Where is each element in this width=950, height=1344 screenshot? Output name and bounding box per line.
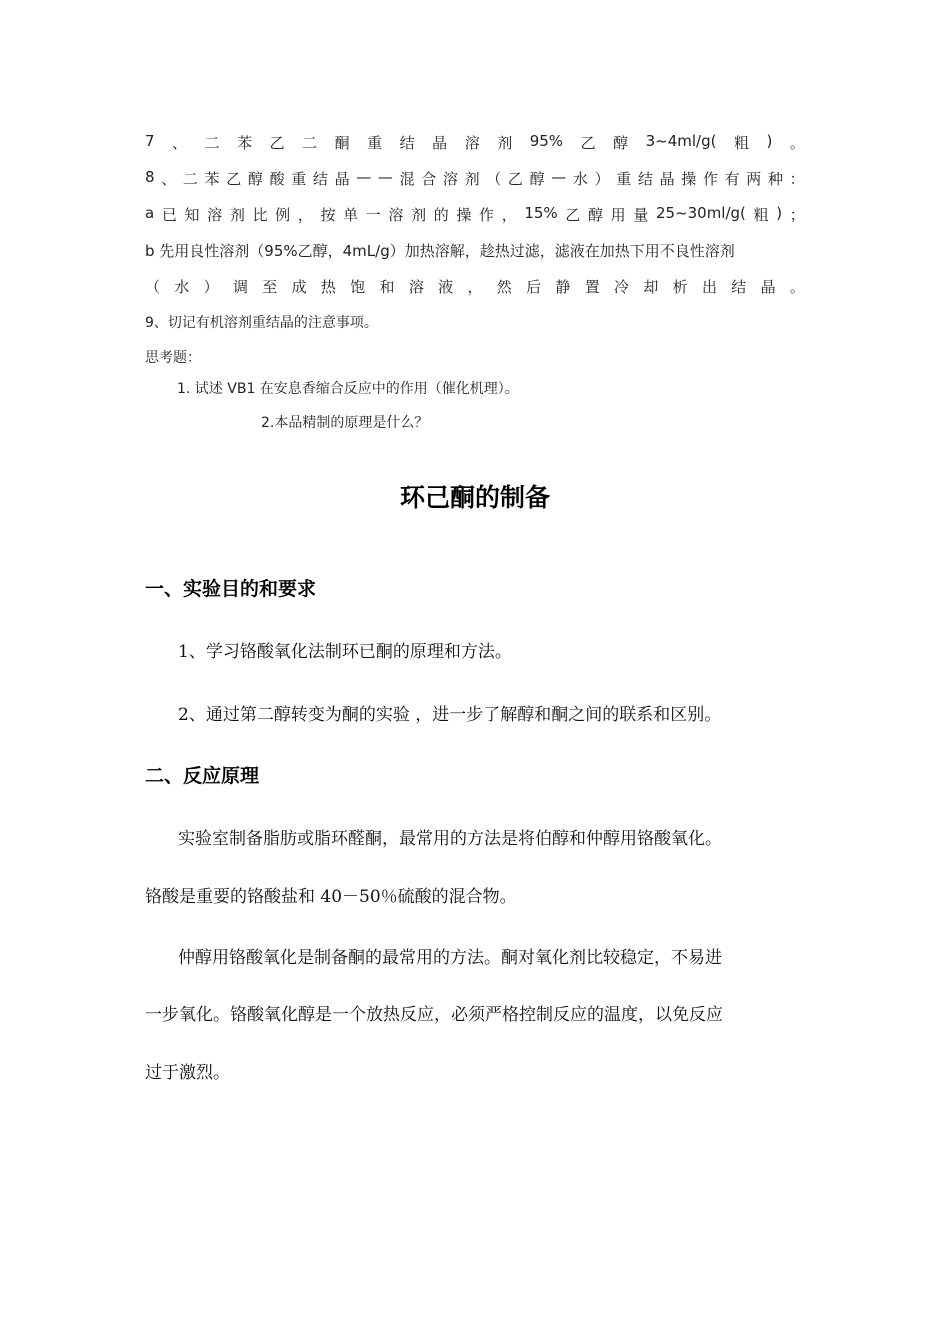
text-token: 晶 xyxy=(760,278,776,296)
text-token: ： xyxy=(789,170,805,188)
text-token: 结 xyxy=(399,134,415,152)
text-token: 冷 xyxy=(614,278,630,296)
section-heading-objectives: 一、实验目的和要求 xyxy=(145,578,317,600)
text-token: 却 xyxy=(643,278,659,296)
text-token: 。 xyxy=(789,134,805,152)
page-title: 环己酮的制备 xyxy=(399,483,550,512)
objective-item-1: 1、学习铬酸氧化法制环已酮的原理和方法。 xyxy=(178,642,512,662)
text-token: 重 xyxy=(367,134,383,152)
text-token: — xyxy=(356,168,372,186)
text-token: 7 xyxy=(145,132,155,150)
principle-p1-line2: 铬酸是重要的铬酸盐和 40－50％硫酸的混合物。 xyxy=(145,887,517,907)
text-token: 操 xyxy=(681,170,697,188)
text-token: 已 xyxy=(161,206,177,224)
text-token: 8 xyxy=(145,168,155,186)
text-token: 二 xyxy=(182,170,198,188)
text-token: 水 xyxy=(572,170,588,188)
text-token: ) xyxy=(776,204,783,222)
note-item-a xyxy=(145,204,805,225)
text-token: ； xyxy=(789,206,805,224)
text-token: 析 xyxy=(672,278,688,296)
text-token: 有 xyxy=(724,170,740,188)
note-item-b: b 先用良性溶剂（95%乙醇，4mL/g）加热溶解，趁热过滤，滤液在加热下用不良性溶剂 xyxy=(145,242,735,260)
text-token: 晶 xyxy=(432,134,448,152)
text-token: ， xyxy=(501,206,517,224)
text-token: 至 xyxy=(262,278,278,296)
text-token: ， xyxy=(467,278,483,296)
question-1: 1. 试述 VB1 在安息香缩合反应中的作用（催化机理）。 xyxy=(177,381,519,397)
text-token: 溶 xyxy=(408,278,424,296)
text-token: 晶 xyxy=(334,170,350,188)
text-token: 重 xyxy=(291,170,307,188)
text-token: 饱 xyxy=(350,278,366,296)
text-token: 成 xyxy=(291,278,307,296)
text-token: 。 xyxy=(789,278,805,296)
text-token: 晶 xyxy=(659,170,675,188)
text-token: 例 xyxy=(275,206,291,224)
text-token: 液 xyxy=(438,278,454,296)
text-token: ） xyxy=(203,278,219,296)
text-token: 出 xyxy=(701,278,717,296)
text-token: 知 xyxy=(184,206,200,224)
text-token: 剂 xyxy=(464,170,480,188)
text-token: 结 xyxy=(731,278,747,296)
text-token: 溶 xyxy=(207,206,223,224)
text-token: 3~4ml/g( xyxy=(645,132,717,150)
text-token: 作 xyxy=(479,206,495,224)
text-token: 25~30ml/g( xyxy=(655,204,746,222)
text-token: 乙 xyxy=(269,134,285,152)
text-token: 乙 xyxy=(565,206,581,224)
text-token: 作 xyxy=(702,170,718,188)
text-token: 苯 xyxy=(237,134,253,152)
text-token: 静 xyxy=(555,278,571,296)
text-token: （ xyxy=(486,170,502,188)
text-token: 乙 xyxy=(507,170,523,188)
text-token: 水 xyxy=(174,278,190,296)
text-token: 二 xyxy=(204,134,220,152)
note-item-b-continued xyxy=(145,276,805,297)
text-token: 溶 xyxy=(442,170,458,188)
objective-item-2: 2、通过第二醇转变为酮的实验 ，进一步了解醇和酮之间的联系和区别。 xyxy=(178,705,722,725)
question-2: 2.本品精制的原理是什么？ xyxy=(261,415,429,431)
text-token: 重 xyxy=(616,170,632,188)
text-token: 和 xyxy=(379,278,395,296)
text-token: 乙 xyxy=(580,134,596,152)
text-token: 醇 xyxy=(529,170,545,188)
text-token: 置 xyxy=(584,278,600,296)
principle-p2-line3: 过于激烈。 xyxy=(145,1063,230,1083)
text-token: 乙 xyxy=(226,170,242,188)
text-token: 醇 xyxy=(587,206,603,224)
text-token: 醇 xyxy=(613,134,629,152)
text-token: 剂 xyxy=(411,206,427,224)
text-token: 溶 xyxy=(464,134,480,152)
note-item-9: 9、切记有机溶剂重结晶的注意事项。 xyxy=(145,315,378,331)
text-token: 按 xyxy=(320,206,336,224)
text-token: 操 xyxy=(456,206,472,224)
text-token: 比 xyxy=(252,206,268,224)
text-token: 后 xyxy=(526,278,542,296)
text-token: 合 xyxy=(421,170,437,188)
text-token: 单 xyxy=(343,206,359,224)
text-token: — xyxy=(377,168,393,186)
text-token: 醇 xyxy=(247,170,263,188)
text-token: （ xyxy=(145,278,161,296)
text-token: 剂 xyxy=(497,134,513,152)
text-token: — xyxy=(551,168,567,186)
text-token: 苯 xyxy=(204,170,220,188)
questions-label: 思考题： xyxy=(145,350,201,366)
text-token: 酸 xyxy=(269,170,285,188)
text-token: 用 xyxy=(610,206,626,224)
text-token: 、 xyxy=(161,170,177,188)
text-token: 一 xyxy=(365,206,381,224)
text-token: 粗 xyxy=(753,206,769,224)
text-token: 15% xyxy=(524,204,558,222)
text-token: 两 xyxy=(746,170,762,188)
text-token: 剂 xyxy=(229,206,245,224)
section-heading-principle: 二、反应原理 xyxy=(145,765,260,787)
text-token: ) xyxy=(766,132,773,150)
note-item-8 xyxy=(145,168,805,189)
text-token: 、 xyxy=(172,134,188,152)
text-token: ， xyxy=(297,206,313,224)
text-token: ） xyxy=(594,170,610,188)
principle-p1-line1: 实验室制备脂肪或脂环醛酮，最常用的方法是将伯醇和仲醇用铬酸氧化。 xyxy=(178,829,722,849)
text-token: 热 xyxy=(320,278,336,296)
text-token: 95% xyxy=(529,132,564,150)
principle-p2-line2: 一步氧化。铬酸氧化醇是一个放热反应，必须严格控制反应的温度，以免反应 xyxy=(145,1005,723,1025)
text-token: 量 xyxy=(633,206,649,224)
principle-p2-line1: 仲醇用铬酸氧化是制备酮的最常用的方法。酮对氧化剂比较稳定，不易进 xyxy=(178,948,722,968)
text-token: 结 xyxy=(637,170,653,188)
text-token: 溶 xyxy=(388,206,404,224)
text-token: 混 xyxy=(399,170,415,188)
text-token: 结 xyxy=(312,170,328,188)
text-token: 调 xyxy=(232,278,248,296)
text-token: 然 xyxy=(496,278,512,296)
text-token: 酮 xyxy=(334,134,350,152)
text-token: 二 xyxy=(302,134,318,152)
text-token: 粗 xyxy=(733,134,749,152)
text-token: 的 xyxy=(433,206,449,224)
text-token: 种 xyxy=(767,170,783,188)
note-item-7 xyxy=(145,132,805,153)
text-token: a xyxy=(145,204,155,222)
